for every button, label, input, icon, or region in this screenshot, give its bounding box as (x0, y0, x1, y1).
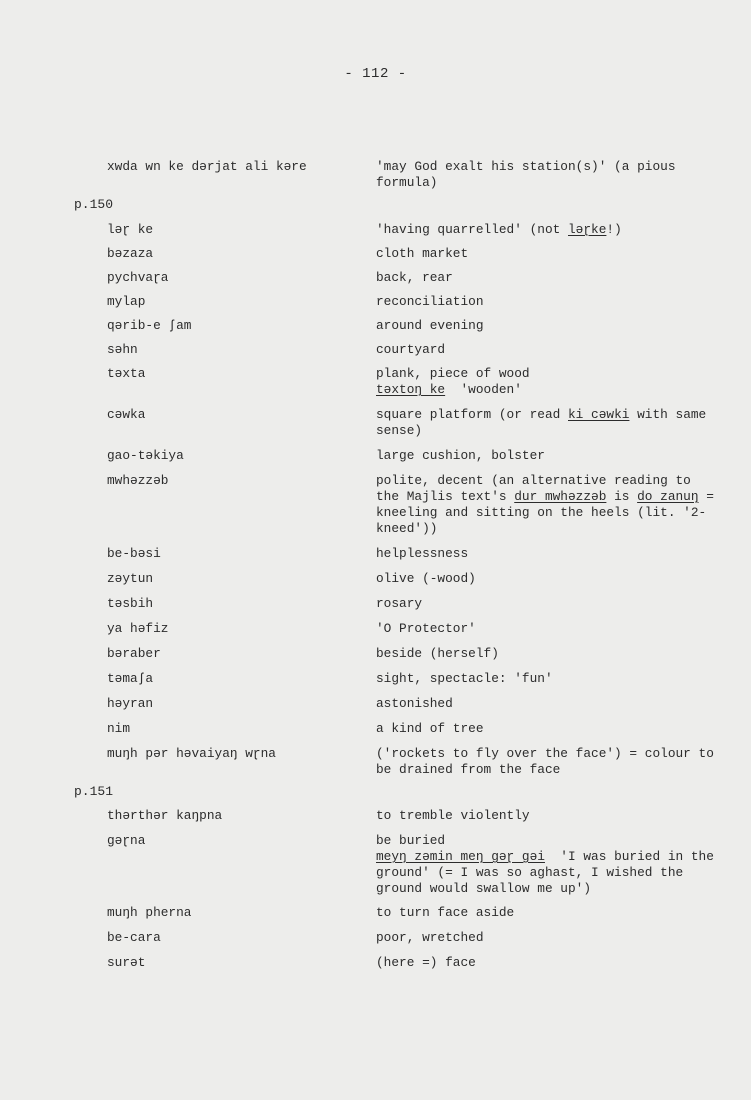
entry-term: səhn (107, 342, 138, 357)
entry-gloss: 'O Protector' (376, 621, 476, 636)
glossary-entry (0, 833, 751, 897)
entry-gloss: ('rockets to fly over the face') = colour to be drained from the face (376, 746, 722, 777)
section-heading: p.150 (74, 197, 114, 212)
entry-gloss: large cushion, bolster (376, 448, 545, 463)
entry-gloss: square platform (or read ki cəwki with same sense) (376, 407, 714, 438)
glossary-entry (0, 366, 751, 398)
entry-gloss: sight, spectacle: 'fun' (376, 671, 553, 686)
entry-gloss: polite, decent (an alternative reading to the Majlis text's dur mwhəzzəb is do zanuŋ = kneeling and sitting on the heels (lit. '2-kneed')) (376, 473, 722, 536)
glossary-entry (0, 930, 751, 946)
glossary-entry (0, 270, 751, 286)
entry-term: surət (107, 955, 146, 970)
glossary-entry (0, 318, 751, 334)
entry-gloss: rosary (376, 596, 423, 611)
glossary-entry (0, 294, 751, 310)
entry-term: thərthər kaŋpna (107, 808, 223, 823)
glossary-entry (0, 646, 751, 662)
glossary-entry (0, 159, 751, 191)
entry-gloss: reconciliation (376, 294, 484, 309)
entry-gloss: a kind of tree (376, 721, 484, 736)
entry-term: bəraber (107, 646, 161, 661)
entry-term: bəzaza (107, 246, 154, 261)
entry-term: mylap (107, 294, 146, 309)
entry-gloss: cloth market (376, 246, 469, 261)
glossary-entry (0, 905, 751, 921)
entry-term: ya həfiz (107, 621, 169, 636)
entry-term: xwda wn ke dərjat ali kəre (107, 159, 307, 174)
entry-term: be-cara (107, 930, 161, 945)
entry-term: həyran (107, 696, 154, 711)
glossary-entry (0, 746, 751, 778)
glossary-entry (0, 546, 751, 562)
entry-gloss: poor, wretched (376, 930, 484, 945)
entry-gloss: olive (-wood) (376, 571, 476, 586)
entry-term: ləɽ ke (107, 222, 154, 237)
entry-term: təsbih (107, 596, 154, 611)
page-number: - 112 - (344, 66, 407, 82)
glossary-entry (0, 721, 751, 737)
entry-term: gəɽna (107, 833, 146, 848)
glossary-entry (0, 407, 751, 439)
glossary-entry (0, 596, 751, 612)
entry-term: pychvaɽa (107, 270, 169, 285)
entry-gloss: (here =) face (376, 955, 476, 970)
entry-term: nim (107, 721, 131, 736)
entry-term: muŋh pherna (107, 905, 192, 920)
entry-term: təmaʃa (107, 671, 154, 686)
entry-term: mwhəzzəb (107, 473, 169, 488)
entry-term: təxta (107, 366, 146, 381)
section-heading: p.151 (74, 784, 114, 799)
glossary-entry (0, 671, 751, 687)
glossary-entry (0, 222, 751, 238)
glossary-entry (0, 342, 751, 358)
glossary-entry (0, 955, 751, 971)
glossary-entry (0, 808, 751, 824)
entry-term: qərib-e ʃam (107, 318, 192, 333)
entry-gloss: to tremble violently (376, 808, 530, 823)
glossary-entry (0, 571, 751, 587)
glossary-entry (0, 696, 751, 712)
entry-gloss: beside (herself) (376, 646, 499, 661)
glossary-entry (0, 473, 751, 537)
entry-gloss: back, rear (376, 270, 453, 285)
glossary-entry (0, 246, 751, 262)
entry-term: muŋh pər həvaiyaŋ wɽna (107, 746, 276, 761)
entry-gloss: be buried meyŋ zəmin meŋ gəɽ gəi 'I was buried in the ground' (= I was so aghast, I wished the ground would swallow me up') (376, 833, 722, 896)
entry-term: cəwka (107, 407, 146, 422)
entry-gloss: 'may God exalt his station(s)' (a pious formula) (376, 159, 684, 190)
glossary-list (0, 150, 751, 971)
entry-term: zəytun (107, 571, 154, 586)
entry-gloss: astonished (376, 696, 453, 711)
entry-gloss: to turn face aside (376, 905, 515, 920)
entry-gloss: 'having quarrelled' (not ləɽke!) (376, 222, 622, 237)
entry-gloss: around evening (376, 318, 484, 333)
glossary-entry (0, 621, 751, 637)
entry-term: be-bəsi (107, 546, 161, 561)
entry-term: gao-təkiya (107, 448, 184, 463)
entry-gloss: plank, piece of wood təxtoŋ ke 'wooden' (376, 366, 530, 397)
entry-gloss: helplessness (376, 546, 469, 561)
entry-gloss: courtyard (376, 342, 446, 357)
glossary-entry (0, 448, 751, 464)
